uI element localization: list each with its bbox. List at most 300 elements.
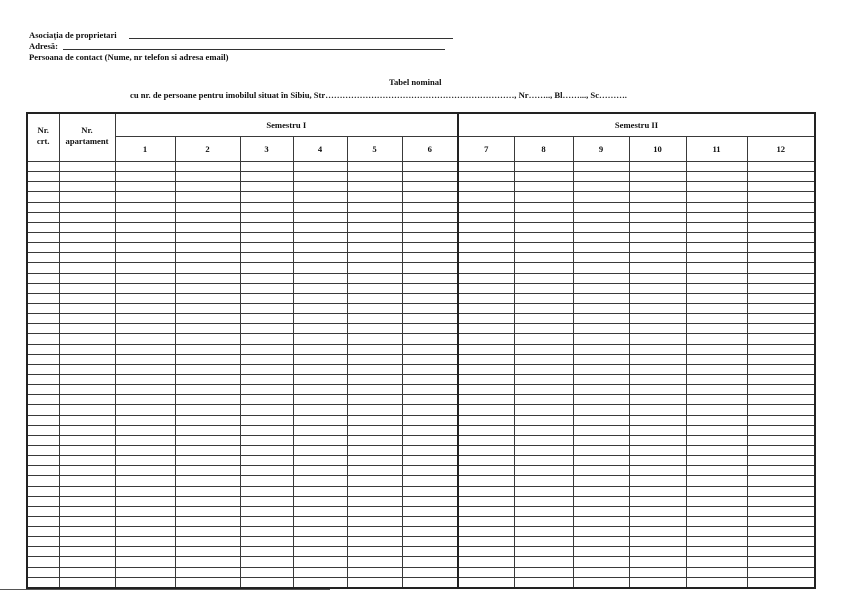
month-cell[interactable]	[747, 557, 815, 567]
month-cell[interactable]	[747, 577, 815, 588]
month-cell[interactable]	[573, 445, 629, 455]
row-number-cell[interactable]	[27, 557, 59, 567]
month-cell[interactable]	[686, 486, 747, 496]
apartment-cell[interactable]	[59, 415, 115, 425]
month-cell[interactable]	[747, 243, 815, 253]
row-number-cell[interactable]	[27, 506, 59, 516]
month-cell[interactable]	[686, 435, 747, 445]
month-cell[interactable]	[573, 466, 629, 476]
row-number-cell[interactable]	[27, 172, 59, 182]
month-cell[interactable]	[402, 303, 458, 313]
month-cell[interactable]	[686, 162, 747, 172]
month-cell[interactable]	[514, 192, 573, 202]
month-cell[interactable]	[115, 243, 175, 253]
month-cell[interactable]	[402, 547, 458, 557]
month-cell[interactable]	[629, 435, 686, 445]
month-cell[interactable]	[175, 516, 240, 526]
month-cell[interactable]	[573, 222, 629, 232]
month-cell[interactable]	[747, 212, 815, 222]
month-cell[interactable]	[347, 263, 402, 273]
apartment-cell[interactable]	[59, 162, 115, 172]
month-cell[interactable]	[458, 243, 514, 253]
month-cell[interactable]	[402, 253, 458, 263]
month-cell[interactable]	[115, 303, 175, 313]
apartment-cell[interactable]	[59, 303, 115, 313]
month-cell[interactable]	[514, 324, 573, 334]
month-cell[interactable]	[514, 212, 573, 222]
month-cell[interactable]	[240, 364, 293, 374]
month-cell[interactable]	[686, 466, 747, 476]
month-cell[interactable]	[293, 476, 347, 486]
month-cell[interactable]	[573, 182, 629, 192]
month-cell[interactable]	[573, 456, 629, 466]
month-cell[interactable]	[747, 374, 815, 384]
month-cell[interactable]	[458, 425, 514, 435]
row-number-cell[interactable]	[27, 324, 59, 334]
month-cell[interactable]	[347, 243, 402, 253]
month-cell[interactable]	[347, 506, 402, 516]
month-cell[interactable]	[347, 162, 402, 172]
month-cell[interactable]	[573, 405, 629, 415]
month-cell[interactable]	[629, 577, 686, 588]
month-cell[interactable]	[747, 182, 815, 192]
month-cell[interactable]	[458, 172, 514, 182]
month-cell[interactable]	[458, 162, 514, 172]
month-cell[interactable]	[402, 344, 458, 354]
month-cell[interactable]	[115, 334, 175, 344]
month-cell[interactable]	[175, 385, 240, 395]
month-cell[interactable]	[747, 222, 815, 232]
month-cell[interactable]	[747, 425, 815, 435]
month-cell[interactable]	[115, 527, 175, 537]
month-cell[interactable]	[402, 415, 458, 425]
month-cell[interactable]	[115, 435, 175, 445]
month-cell[interactable]	[686, 496, 747, 506]
month-cell[interactable]	[458, 385, 514, 395]
month-cell[interactable]	[293, 385, 347, 395]
month-cell[interactable]	[175, 466, 240, 476]
month-cell[interactable]	[115, 577, 175, 588]
month-cell[interactable]	[629, 506, 686, 516]
month-cell[interactable]	[514, 476, 573, 486]
apartment-cell[interactable]	[59, 476, 115, 486]
month-cell[interactable]	[686, 476, 747, 486]
month-cell[interactable]	[293, 243, 347, 253]
month-cell[interactable]	[115, 273, 175, 283]
month-cell[interactable]	[240, 253, 293, 263]
month-cell[interactable]	[175, 182, 240, 192]
month-cell[interactable]	[629, 557, 686, 567]
month-cell[interactable]	[458, 314, 514, 324]
month-cell[interactable]	[629, 293, 686, 303]
month-cell[interactable]	[293, 425, 347, 435]
month-cell[interactable]	[747, 273, 815, 283]
month-cell[interactable]	[747, 445, 815, 455]
month-cell[interactable]	[747, 334, 815, 344]
month-cell[interactable]	[402, 354, 458, 364]
month-cell[interactable]	[175, 324, 240, 334]
month-cell[interactable]	[686, 344, 747, 354]
month-cell[interactable]	[402, 314, 458, 324]
month-cell[interactable]	[402, 466, 458, 476]
month-cell[interactable]	[115, 374, 175, 384]
month-cell[interactable]	[175, 334, 240, 344]
month-cell[interactable]	[175, 527, 240, 537]
month-cell[interactable]	[458, 476, 514, 486]
month-cell[interactable]	[293, 537, 347, 547]
month-cell[interactable]	[686, 202, 747, 212]
month-cell[interactable]	[402, 516, 458, 526]
month-cell[interactable]	[514, 435, 573, 445]
apartment-cell[interactable]	[59, 405, 115, 415]
row-number-cell[interactable]	[27, 395, 59, 405]
month-cell[interactable]	[747, 263, 815, 273]
month-cell[interactable]	[458, 293, 514, 303]
month-cell[interactable]	[686, 547, 747, 557]
month-cell[interactable]	[115, 192, 175, 202]
month-cell[interactable]	[175, 506, 240, 516]
month-cell[interactable]	[629, 172, 686, 182]
month-cell[interactable]	[629, 283, 686, 293]
month-cell[interactable]	[240, 212, 293, 222]
month-cell[interactable]	[458, 273, 514, 283]
month-cell[interactable]	[573, 557, 629, 567]
month-cell[interactable]	[514, 567, 573, 577]
month-cell[interactable]	[686, 324, 747, 334]
month-cell[interactable]	[458, 435, 514, 445]
month-cell[interactable]	[293, 202, 347, 212]
month-cell[interactable]	[573, 476, 629, 486]
month-cell[interactable]	[629, 232, 686, 242]
month-cell[interactable]	[747, 364, 815, 374]
row-number-cell[interactable]	[27, 567, 59, 577]
month-cell[interactable]	[458, 202, 514, 212]
month-cell[interactable]	[175, 425, 240, 435]
month-cell[interactable]	[293, 435, 347, 445]
month-cell[interactable]	[115, 182, 175, 192]
month-cell[interactable]	[240, 486, 293, 496]
apartment-cell[interactable]	[59, 557, 115, 567]
month-cell[interactable]	[293, 506, 347, 516]
month-cell[interactable]	[629, 162, 686, 172]
apartment-cell[interactable]	[59, 172, 115, 182]
month-cell[interactable]	[573, 344, 629, 354]
month-cell[interactable]	[115, 415, 175, 425]
month-cell[interactable]	[402, 222, 458, 232]
month-cell[interactable]	[402, 263, 458, 273]
apartment-cell[interactable]	[59, 456, 115, 466]
month-cell[interactable]	[458, 374, 514, 384]
apartment-cell[interactable]	[59, 385, 115, 395]
month-cell[interactable]	[747, 415, 815, 425]
row-number-cell[interactable]	[27, 314, 59, 324]
month-cell[interactable]	[175, 253, 240, 263]
month-cell[interactable]	[240, 395, 293, 405]
month-cell[interactable]	[293, 344, 347, 354]
month-cell[interactable]	[240, 537, 293, 547]
month-cell[interactable]	[629, 263, 686, 273]
month-cell[interactable]	[240, 303, 293, 313]
month-cell[interactable]	[686, 557, 747, 567]
month-cell[interactable]	[629, 476, 686, 486]
month-cell[interactable]	[686, 405, 747, 415]
month-cell[interactable]	[240, 374, 293, 384]
month-cell[interactable]	[747, 192, 815, 202]
month-cell[interactable]	[402, 476, 458, 486]
month-cell[interactable]	[629, 537, 686, 547]
month-cell[interactable]	[175, 232, 240, 242]
apartment-cell[interactable]	[59, 527, 115, 537]
row-number-cell[interactable]	[27, 577, 59, 588]
month-cell[interactable]	[514, 466, 573, 476]
month-cell[interactable]	[240, 202, 293, 212]
month-cell[interactable]	[629, 496, 686, 506]
month-cell[interactable]	[573, 547, 629, 557]
apartment-cell[interactable]	[59, 334, 115, 344]
month-cell[interactable]	[573, 354, 629, 364]
month-cell[interactable]	[402, 364, 458, 374]
month-cell[interactable]	[747, 385, 815, 395]
month-cell[interactable]	[514, 172, 573, 182]
month-cell[interactable]	[629, 222, 686, 232]
month-cell[interactable]	[293, 162, 347, 172]
month-cell[interactable]	[402, 293, 458, 303]
month-cell[interactable]	[402, 243, 458, 253]
month-cell[interactable]	[629, 395, 686, 405]
month-cell[interactable]	[458, 506, 514, 516]
apartment-cell[interactable]	[59, 425, 115, 435]
month-cell[interactable]	[115, 314, 175, 324]
month-cell[interactable]	[175, 293, 240, 303]
month-cell[interactable]	[175, 405, 240, 415]
month-cell[interactable]	[514, 405, 573, 415]
month-cell[interactable]	[175, 314, 240, 324]
apartment-cell[interactable]	[59, 314, 115, 324]
apartment-cell[interactable]	[59, 344, 115, 354]
month-cell[interactable]	[629, 344, 686, 354]
month-cell[interactable]	[458, 445, 514, 455]
apartment-cell[interactable]	[59, 567, 115, 577]
month-cell[interactable]	[747, 516, 815, 526]
month-cell[interactable]	[402, 456, 458, 466]
apartment-cell[interactable]	[59, 243, 115, 253]
month-cell[interactable]	[686, 385, 747, 395]
month-cell[interactable]	[293, 415, 347, 425]
month-cell[interactable]	[115, 172, 175, 182]
month-cell[interactable]	[175, 567, 240, 577]
month-cell[interactable]	[175, 344, 240, 354]
apartment-cell[interactable]	[59, 324, 115, 334]
month-cell[interactable]	[402, 486, 458, 496]
month-cell[interactable]	[458, 527, 514, 537]
month-cell[interactable]	[402, 182, 458, 192]
month-cell[interactable]	[240, 162, 293, 172]
month-cell[interactable]	[686, 192, 747, 202]
month-cell[interactable]	[747, 314, 815, 324]
month-cell[interactable]	[402, 577, 458, 588]
month-cell[interactable]	[175, 283, 240, 293]
month-cell[interactable]	[175, 577, 240, 588]
month-cell[interactable]	[686, 303, 747, 313]
month-cell[interactable]	[458, 537, 514, 547]
month-cell[interactable]	[686, 222, 747, 232]
apartment-cell[interactable]	[59, 253, 115, 263]
month-cell[interactable]	[347, 405, 402, 415]
month-cell[interactable]	[347, 476, 402, 486]
month-cell[interactable]	[347, 283, 402, 293]
month-cell[interactable]	[747, 456, 815, 466]
month-cell[interactable]	[629, 527, 686, 537]
month-cell[interactable]	[115, 324, 175, 334]
row-number-cell[interactable]	[27, 182, 59, 192]
month-cell[interactable]	[402, 506, 458, 516]
row-number-cell[interactable]	[27, 344, 59, 354]
month-cell[interactable]	[747, 567, 815, 577]
month-cell[interactable]	[458, 344, 514, 354]
month-cell[interactable]	[347, 466, 402, 476]
month-cell[interactable]	[402, 283, 458, 293]
month-cell[interactable]	[573, 172, 629, 182]
month-cell[interactable]	[573, 516, 629, 526]
month-cell[interactable]	[175, 202, 240, 212]
month-cell[interactable]	[747, 324, 815, 334]
month-cell[interactable]	[686, 374, 747, 384]
month-cell[interactable]	[293, 496, 347, 506]
month-cell[interactable]	[686, 445, 747, 455]
month-cell[interactable]	[686, 415, 747, 425]
month-cell[interactable]	[629, 385, 686, 395]
month-cell[interactable]	[115, 253, 175, 263]
month-cell[interactable]	[514, 395, 573, 405]
row-number-cell[interactable]	[27, 415, 59, 425]
month-cell[interactable]	[686, 516, 747, 526]
month-cell[interactable]	[347, 385, 402, 395]
month-cell[interactable]	[293, 324, 347, 334]
month-cell[interactable]	[240, 425, 293, 435]
month-cell[interactable]	[573, 202, 629, 212]
month-cell[interactable]	[747, 466, 815, 476]
month-cell[interactable]	[686, 172, 747, 182]
month-cell[interactable]	[115, 445, 175, 455]
month-cell[interactable]	[240, 334, 293, 344]
month-cell[interactable]	[347, 344, 402, 354]
month-cell[interactable]	[629, 425, 686, 435]
month-cell[interactable]	[458, 496, 514, 506]
month-cell[interactable]	[115, 557, 175, 567]
apartment-cell[interactable]	[59, 212, 115, 222]
month-cell[interactable]	[573, 232, 629, 242]
month-cell[interactable]	[458, 222, 514, 232]
month-cell[interactable]	[293, 547, 347, 557]
row-number-cell[interactable]	[27, 222, 59, 232]
month-cell[interactable]	[573, 415, 629, 425]
month-cell[interactable]	[573, 385, 629, 395]
month-cell[interactable]	[629, 405, 686, 415]
month-cell[interactable]	[514, 496, 573, 506]
month-cell[interactable]	[514, 516, 573, 526]
apartment-cell[interactable]	[59, 374, 115, 384]
month-cell[interactable]	[573, 425, 629, 435]
month-cell[interactable]	[514, 202, 573, 212]
apartment-cell[interactable]	[59, 273, 115, 283]
month-cell[interactable]	[347, 334, 402, 344]
row-number-cell[interactable]	[27, 162, 59, 172]
month-cell[interactable]	[514, 364, 573, 374]
month-cell[interactable]	[175, 172, 240, 182]
apartment-cell[interactable]	[59, 364, 115, 374]
month-cell[interactable]	[347, 293, 402, 303]
row-number-cell[interactable]	[27, 202, 59, 212]
month-cell[interactable]	[240, 263, 293, 273]
month-cell[interactable]	[629, 243, 686, 253]
month-cell[interactable]	[458, 516, 514, 526]
month-cell[interactable]	[514, 547, 573, 557]
month-cell[interactable]	[458, 324, 514, 334]
month-cell[interactable]	[686, 506, 747, 516]
apartment-cell[interactable]	[59, 496, 115, 506]
month-cell[interactable]	[347, 415, 402, 425]
month-cell[interactable]	[115, 456, 175, 466]
month-cell[interactable]	[115, 232, 175, 242]
month-cell[interactable]	[686, 364, 747, 374]
month-cell[interactable]	[458, 283, 514, 293]
month-cell[interactable]	[514, 527, 573, 537]
month-cell[interactable]	[347, 496, 402, 506]
month-cell[interactable]	[573, 212, 629, 222]
month-cell[interactable]	[347, 324, 402, 334]
month-cell[interactable]	[347, 253, 402, 263]
apartment-cell[interactable]	[59, 395, 115, 405]
month-cell[interactable]	[686, 354, 747, 364]
row-number-cell[interactable]	[27, 232, 59, 242]
month-cell[interactable]	[629, 456, 686, 466]
month-cell[interactable]	[402, 395, 458, 405]
month-cell[interactable]	[293, 466, 347, 476]
apartment-cell[interactable]	[59, 466, 115, 476]
month-cell[interactable]	[240, 344, 293, 354]
month-cell[interactable]	[402, 537, 458, 547]
month-cell[interactable]	[175, 496, 240, 506]
month-cell[interactable]	[629, 182, 686, 192]
month-cell[interactable]	[240, 182, 293, 192]
month-cell[interactable]	[115, 364, 175, 374]
month-cell[interactable]	[240, 577, 293, 588]
month-cell[interactable]	[293, 557, 347, 567]
month-cell[interactable]	[629, 567, 686, 577]
month-cell[interactable]	[347, 516, 402, 526]
month-cell[interactable]	[115, 293, 175, 303]
month-cell[interactable]	[573, 435, 629, 445]
month-cell[interactable]	[402, 232, 458, 242]
month-cell[interactable]	[347, 374, 402, 384]
month-cell[interactable]	[573, 192, 629, 202]
month-cell[interactable]	[115, 425, 175, 435]
month-cell[interactable]	[347, 222, 402, 232]
month-cell[interactable]	[293, 192, 347, 202]
row-number-cell[interactable]	[27, 293, 59, 303]
month-cell[interactable]	[686, 567, 747, 577]
month-cell[interactable]	[747, 283, 815, 293]
month-cell[interactable]	[686, 293, 747, 303]
month-cell[interactable]	[686, 212, 747, 222]
row-number-cell[interactable]	[27, 334, 59, 344]
month-cell[interactable]	[514, 162, 573, 172]
month-cell[interactable]	[115, 506, 175, 516]
row-number-cell[interactable]	[27, 283, 59, 293]
month-cell[interactable]	[293, 567, 347, 577]
month-cell[interactable]	[458, 415, 514, 425]
month-cell[interactable]	[240, 405, 293, 415]
